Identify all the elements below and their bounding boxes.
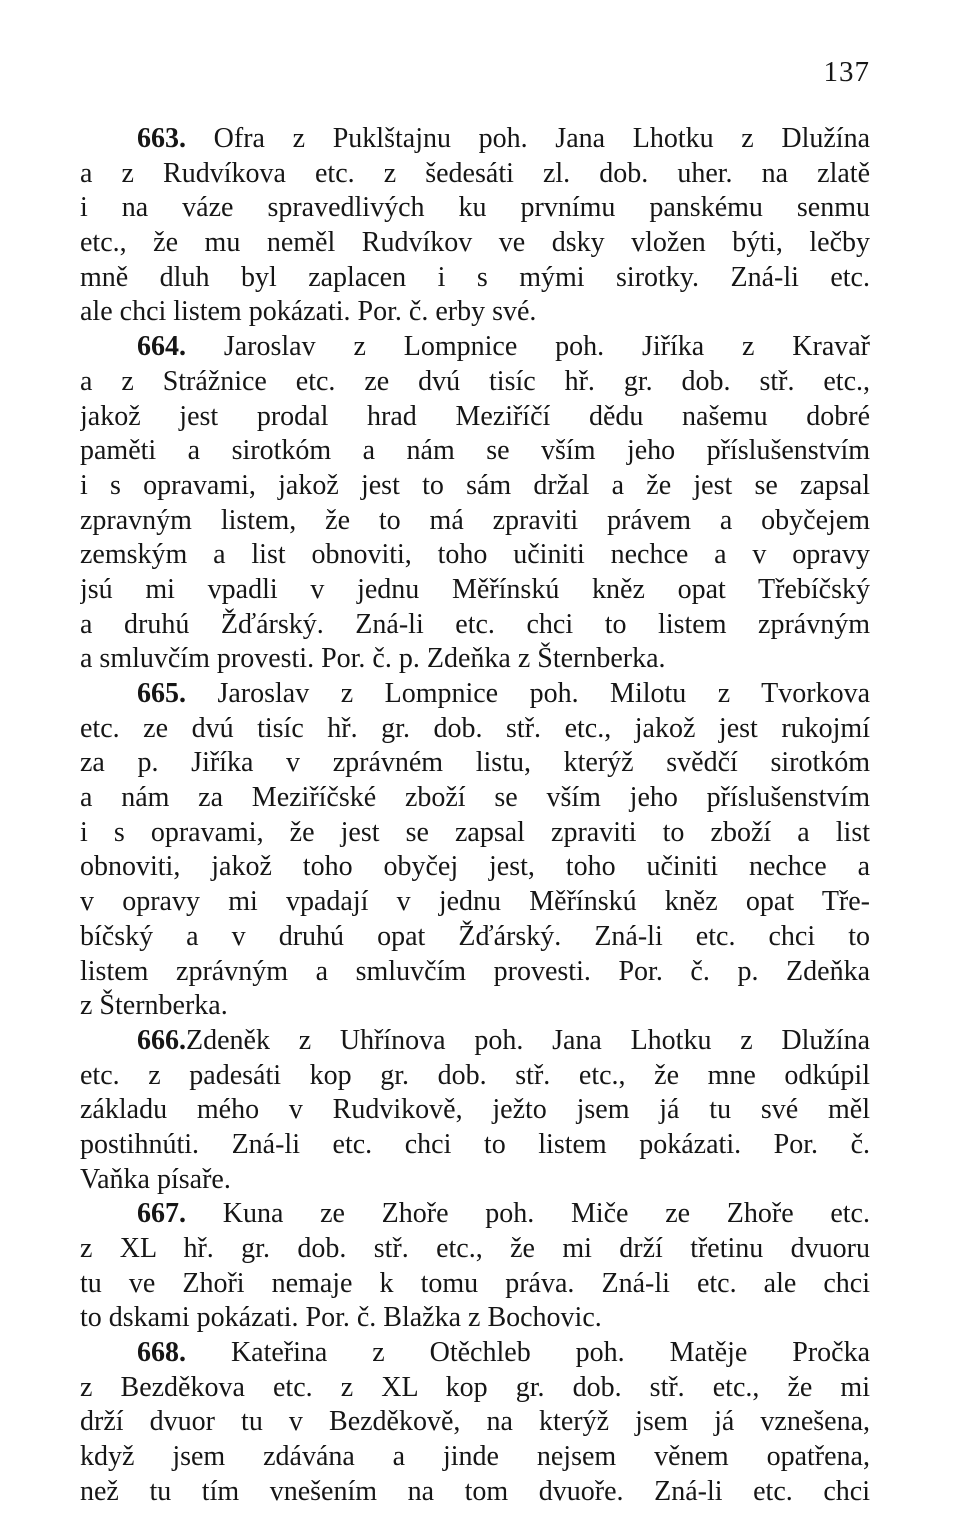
text-line: to dskami pokázati. Por. č. Blažka z Bochovic. (80, 1302, 602, 1334)
text-line: mně dluh byl zaplacen i s mými sirotky. Zná-li etc. (80, 261, 870, 293)
entry-text: Ofra z Puklštajnu poh. Jana Lhotku z Dlužína (213, 123, 870, 154)
text-line: a nám za Meziříčské zboží se vším jeho příslušenstvím (80, 782, 870, 814)
text-line: i s opravami, jakož jest to sám držal a že jest se zapsal (80, 469, 870, 501)
text-line: obnoviti, jakož toho obyčej jest, toho učiniti nechce a (80, 851, 870, 883)
entry-667-line-1 (80, 1197, 870, 1232)
text-line: drží dvuor tu v Bezděkově, na kterýž jsem já vznešena, (80, 1406, 870, 1438)
text-line: v opravy mi vpadají v jednu Měřínskú kněz opat Tře- (80, 886, 870, 918)
entry-number: 665. (137, 678, 186, 709)
text-line: jakož jest prodal hrad Meziříčí dědu našemu dobré (80, 400, 870, 432)
text-line: když jsem zdávána a jinde nejsem věnem opatřena, (80, 1441, 870, 1473)
text-line: listem zprávným a smluvčím provesti. Por. č. p. Zdeňka (80, 955, 870, 987)
text-line: a z Strážnice etc. ze dvú tisíc hř. gr. dob. stř. etc., (80, 365, 870, 397)
text-line: základu mého v Rudvikově, ježto jsem já tu své měl (80, 1094, 870, 1126)
text-line: jsú mi vpadli v jednu Měřínskú kněz opat Třebíčský (80, 573, 870, 605)
entry-number: 666. (137, 1024, 186, 1056)
text-line: bíčský a v druhú opat Žďárský. Zná-li etc. chci to (80, 920, 870, 952)
entry-text: Jaroslav z Lompnice poh. Jiříka z Kravař (223, 331, 870, 363)
entry-number: 663. (137, 123, 186, 154)
entry-number: 668. (137, 1337, 186, 1369)
text-line: ale chci listem pokázati. Por. č. erby své. (80, 296, 537, 328)
page-number: 137 (823, 56, 870, 88)
entry-663-line-1 (80, 122, 870, 157)
text-line: než tu tím vnešením na tom dvuoře. Zná-li etc. chci (80, 1475, 870, 1507)
entry-number: 667. (137, 1198, 186, 1230)
text-line: Vaňka písaře. (80, 1163, 231, 1195)
entry-665-line-1 (80, 677, 870, 712)
text-line: z Bezděkova etc. z XL kop gr. dob. stř. etc., že mi (80, 1371, 870, 1403)
text-line: zpravným listem, že to má zpraviti právem a obyčejem (80, 504, 870, 536)
text-line: zemským a list obnoviti, toho učiniti nechce a v opravy (80, 539, 870, 571)
text-line: tu ve Zhoři nemaje k tomu práva. Zná-li etc. ale chci (80, 1267, 870, 1299)
text-line: etc. ze dvú tisíc hř. gr. dob. stř. etc., jakož jest rukojmí (80, 712, 870, 744)
text-line: i na váze spravedlivých ku prvnímu panskému senmu (80, 192, 870, 224)
text-line: a smluvčím provesti. Por. č. p. Zdeňka z Šternberka. (80, 643, 666, 675)
text-line: a z Rudvíkova etc. z šedesáti zl. dob. uher. na zlatě (80, 157, 870, 189)
text-line: etc., že mu neměl Rudvíkov ve dsky vložen býti, lečby (80, 227, 870, 259)
entry-text: Jaroslav z Lompnice poh. Milotu z Tvorkova (217, 678, 870, 709)
entry-text: Kuna ze Zhoře poh. Miče ze Zhoře etc. (222, 1198, 870, 1230)
entry-number: 664. (137, 331, 186, 363)
entry-664-line-1 (80, 330, 870, 365)
entry-666-line-1 (80, 1024, 870, 1059)
entry-668-line-1 (80, 1336, 870, 1371)
text-line: a druhú Žďárský. Zná-li etc. chci to listem zprávným (80, 608, 870, 640)
entry-text: Zdeněk z Uhřínova poh. Jana Lhotku z Dlužína (186, 1024, 870, 1056)
text-line: postihnúti. Zná-li etc. chci to listem pokázati. Por. č. (80, 1128, 870, 1160)
text-body (80, 122, 870, 1510)
entry-text: Kateřina z Otěchleb poh. Matěje Pročka (230, 1337, 870, 1369)
text-line: etc. z padesáti kop gr. dob. stř. etc., že mne odkúpil (80, 1059, 870, 1091)
text-line: za p. Jiříka v zprávném listu, kterýž svědčí sirotkóm (80, 747, 870, 779)
text-line: paměti a sirotkóm a nám se vším jeho příslušenstvím (80, 435, 870, 467)
text-line: z XL hř. gr. dob. stř. etc., že mi drží třetinu dvuoru (80, 1233, 870, 1264)
text-line: i s opravami, že jest se zapsal zpraviti to zboží a list (80, 816, 870, 848)
text-line: z Šternberka. (80, 990, 228, 1022)
